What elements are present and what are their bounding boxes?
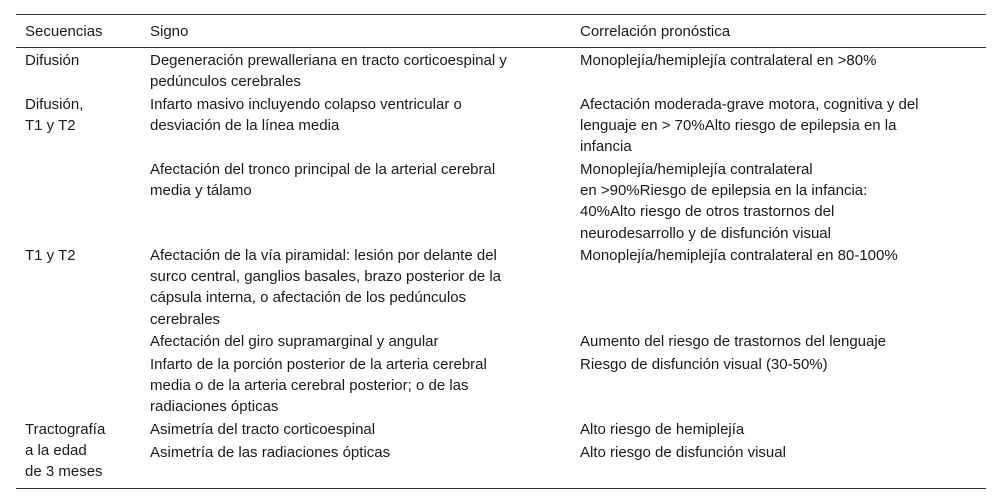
- row-5-sign: Infarto de la porción posterior de la arteria cerebral media o de la arteria cerebral posterior; o de las radiaciones ópticas: [150, 356, 487, 416]
- row-0-prognosis: Monoplejía/hemiplejía contralateral en >80%: [580, 52, 877, 69]
- row-1-sign: Infarto masivo incluyendo colapso ventricular o desviación de la línea media: [150, 96, 462, 135]
- row-6-prognosis: Alto riesgo de hemiplejía: [580, 421, 745, 438]
- row-6-sign: Asimetría del tracto corticoespinal: [150, 421, 376, 438]
- row-3-sign: Afectación de la vía piramidal: lesión por delante del surco central, ganglios basales, brazo posterior de la cápsula interna, o afectación de los pedúnculos cerebrales: [150, 247, 502, 328]
- row-2-prognosis: Monoplejía/hemiplejía contralateral en >90%Riesgo de epilepsia en la infancia: 40%Alto riesgo de otros trastornos del neurodesarrollo y de disfunción visual: [580, 161, 868, 242]
- row-7-sign: Asimetría de las radiaciones ópticas: [150, 444, 391, 461]
- row-6-sequence: Tractografía a la edad de 3 meses: [25, 421, 106, 481]
- row-4-sign: Afectación del giro supramarginal y angular: [150, 333, 439, 350]
- row-4-prognosis: Aumento del riesgo de trastornos del lenguaje: [580, 333, 887, 350]
- header-prognosis: Correlación pronóstica: [580, 23, 731, 40]
- row-0-sign: Degeneración prewalleriana en tracto corticoespinal y pedúnculos cerebrales: [150, 52, 507, 91]
- row-1-prognosis: Afectación moderada-grave motora, cognitiva y del lenguaje en > 70%Alto riesgo de epilepsia en la infancia: [580, 96, 919, 156]
- header-sign: Signo: [150, 23, 189, 40]
- header-sequences: Secuencias: [25, 23, 103, 40]
- row-3-sequence: T1 y T2: [25, 247, 76, 264]
- table-bottom-rule: [16, 488, 986, 489]
- row-1-sequence: Difusión, T1 y T2: [25, 96, 84, 135]
- row-7-prognosis: Alto riesgo de disfunción visual: [580, 444, 786, 461]
- row-2-sign: Afectación del tronco principal de la arterial cerebral media y tálamo: [150, 161, 496, 200]
- row-5-prognosis: Riesgo de disfunción visual (30-50%): [580, 356, 828, 373]
- row-0-sequence: Difusión: [25, 52, 80, 69]
- table-top-rule: [16, 14, 986, 15]
- row-3-prognosis: Monoplejía/hemiplejía contralateral en 80-100%: [580, 247, 898, 264]
- table-header-rule: [16, 47, 986, 48]
